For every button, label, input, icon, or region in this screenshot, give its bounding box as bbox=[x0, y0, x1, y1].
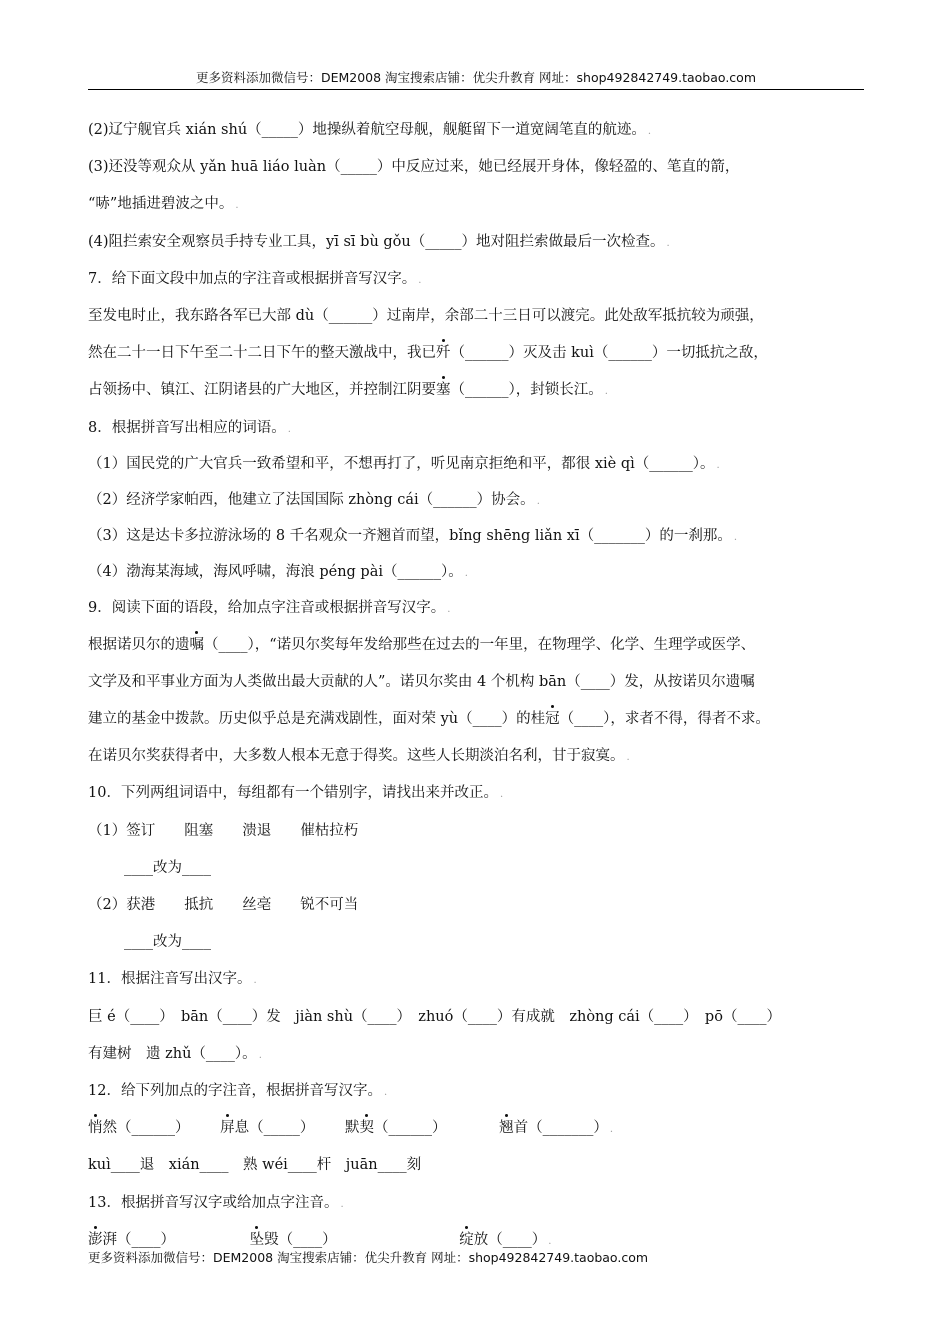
q13-line-1: 澎湃（____） 坠毁（____） 绽放（____） . bbox=[88, 1222, 878, 1259]
dotted-char: 绽 bbox=[459, 1222, 474, 1259]
q7-para-1: 至发电时止，我东路各军已大部 dù（______）过南岸，余部二十三日可以渡完。此处敌军抵抗较为顽强， bbox=[88, 307, 764, 324]
q12-line-2: kuì____退 xián____ 熟 wéi____杆 juān____刻 bbox=[88, 1157, 422, 1174]
q9-para-1: 根据诺贝尔的遗嘱（____），“诺贝尔奖每年发给那些在过去的一年里，在物理学、化学、生理学或医学、 bbox=[88, 627, 878, 664]
q7-para-3: 占领扬中、镇江、江阴诸县的广大地区，并控制江阴要塞（______），封锁长江。 . bbox=[88, 372, 878, 409]
dotted-char: 翘 bbox=[499, 1110, 514, 1147]
q8-item-1: （1）国民党的广大官兵一致希望和平，不想再打了，听见南京拒绝和平，都很 xiè qì（______）。 . bbox=[88, 455, 720, 472]
q10-title: 10．下列两组词语中，每组都有一个错别字，请找出来并改正。 . bbox=[88, 785, 504, 802]
q7-para-2: 然在二十一日下午至二十二日下午的整天激战中，我已歼（______）灭及击 kuì（______）一切抵抗之敌， bbox=[88, 335, 878, 372]
q9-para-4: 在诺贝尔奖获得者中，大多数人根本无意于得奖。这些人长期淡泊名利，甘于寂寞。 . bbox=[88, 748, 630, 765]
q8-item-2: （2）经济学家帕西，他建立了法国国际 zhòng cái（______）协会。 . bbox=[88, 491, 540, 508]
q6-line-3b: “哧”地插进碧波之中。 . bbox=[88, 196, 239, 213]
q8-item-4: （4）渤海某海域，海风呼啸，海浪 péng pài（______）。 . bbox=[88, 563, 468, 580]
q9-para-2: 文学及和平事业方面为人类做出最大贡献的人”。诺贝尔奖由 4 个机构 bān（____）发，从按诺贝尔遗嘱 bbox=[88, 673, 755, 690]
q11-line-2: 有建树 遗 zhǔ（____）。 . bbox=[88, 1045, 262, 1062]
q6-line-4: (4)阻拦索安全观察员手持专业工具，yī sī bù gǒu（_____）地对阻拦索做最后一次检查。 . bbox=[88, 233, 670, 250]
page-footer: 更多资料添加微信号：DEM2008 淘宝搜索店铺：优尖升教育 网址：shop492842749.taobao.com bbox=[88, 1250, 649, 1265]
q8-title: 8．根据拼音写出相应的词语。 . bbox=[88, 419, 291, 436]
dotted-char: 坠 bbox=[250, 1222, 265, 1259]
page-header: 更多资料添加微信号：DEM2008 淘宝搜索店铺：优尖升教育 网址：shop492842749.taobao.com bbox=[88, 68, 864, 90]
q8-item-3: （3）这是达卡多拉游泳场的 8 千名观众一齐翘首而望，bǐng shēng liǎn xī（_______）的一刹那。 . bbox=[88, 527, 738, 544]
q12-title: 12．给下列加点的字注音，根据拼音写汉字。 . bbox=[88, 1082, 388, 1099]
q13-title: 13．根据拼音写汉字或给加点字注音。 . bbox=[88, 1194, 344, 1211]
dotted-char: 歼 bbox=[436, 335, 451, 372]
q10-fix-2: ____改为____ bbox=[124, 934, 211, 951]
dotted-char: 屏 bbox=[220, 1110, 235, 1147]
dotted-char: 澎 bbox=[88, 1222, 103, 1259]
q10-group-1: （1）签订 阻塞 溃退 催枯拉朽 bbox=[88, 822, 359, 839]
q6-line-3: (3)还没等观众从 yǎn huā liáo luàn（_____）中反应过来，她已经展开身体，像轻盈的、笔直的箭， bbox=[88, 159, 740, 176]
q9-para-3: 建立的基金中拨款。历史似乎总是充满戏剧性，面对荣 yù（____）的桂冠（____），求者不得，得者不求。 bbox=[88, 701, 878, 738]
dotted-char: 悄 bbox=[88, 1110, 103, 1147]
dotted-char: 冠 bbox=[545, 701, 560, 738]
q11-line-1: 巨 é（____） bān（____）发 jiàn shù（____） zhuó（____）有成就 zhòng cái（____） pō（____） bbox=[88, 1008, 781, 1025]
q10-group-2: （2）获港 抵抗 丝亳 锐不可当 bbox=[88, 897, 359, 913]
q6-line-2: (2)辽宁舰官兵 xián shú（_____）地操纵着航空母舰，舰艇留下一道宽阔笔直的航迹。 . bbox=[88, 122, 652, 138]
q11-title: 11．根据注音写出汉字。 . bbox=[88, 971, 257, 988]
q7-title: 7．给下面文段中加点的字注音或根据拼音写汉字。 . bbox=[88, 270, 422, 287]
dotted-char: 嘱 bbox=[190, 627, 205, 664]
q9-title: 9．阅读下面的语段，给加点字注音或根据拼音写汉字。 . bbox=[88, 599, 451, 616]
worksheet-content bbox=[88, 112, 878, 1259]
dotted-char: 塞 bbox=[436, 372, 451, 409]
q10-fix-1: ____改为____ bbox=[124, 859, 211, 876]
q12-line-1: 悄然（______） 屏息（_____） 默契（______） 翘首（_______） . bbox=[88, 1110, 878, 1147]
dotted-char: 契 bbox=[359, 1110, 374, 1147]
